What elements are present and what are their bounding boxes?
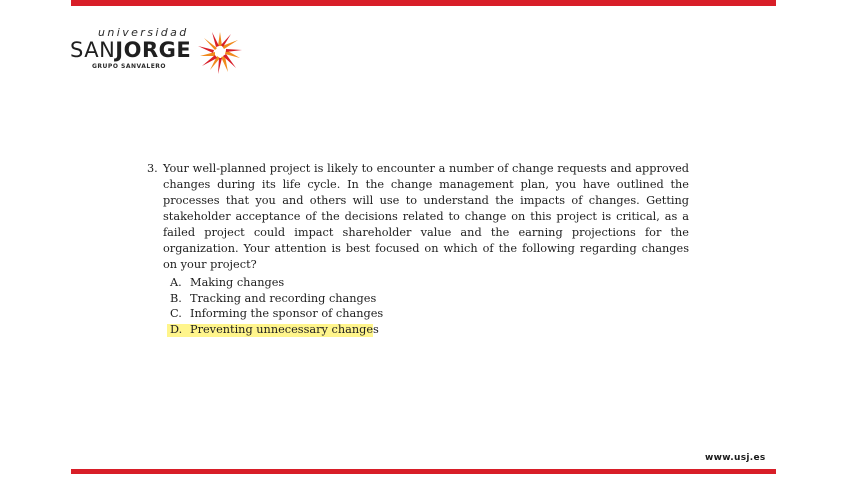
option-letter: D. — [170, 322, 183, 336]
top-accent-bar — [71, 0, 776, 6]
option-letter: C. — [170, 307, 182, 320]
question-stem — [147, 161, 689, 273]
logo-group-text: GRUPO SANVALERO — [92, 63, 167, 70]
logo-name — [70, 38, 191, 62]
footer-url: www.usj.es — [705, 453, 766, 463]
question-block — [147, 161, 689, 337]
question-text: Your well-planned project is likely to encounter a number of change requests and approved changes during its life cycle. In the change management plan, you have outlined the processes that you and others will use to understand the impacts of changes. Getting stakeholder acceptance of the decisions related to change on this project is critical, as a failed project could impact shareholder value and the earning projections for the organization. Your attention is best focused on which of the following regarding changes on your project? — [163, 162, 689, 271]
option-letter: B. — [170, 291, 182, 305]
option-b — [170, 291, 689, 307]
answer-options — [147, 275, 689, 337]
option-text: Tracking and recording changes — [190, 291, 377, 305]
university-logo — [68, 26, 248, 76]
logo-name-jorge: JORGE — [115, 38, 192, 62]
option-a — [170, 275, 689, 291]
option-text: Informing the sponsor of changes — [190, 307, 384, 320]
option-c — [170, 306, 689, 322]
bottom-accent-bar — [71, 469, 776, 474]
option-text: Preventing unnecessary changes — [190, 322, 379, 336]
option-text: Making changes — [190, 276, 285, 289]
logo-university-text: universidad — [98, 26, 189, 39]
logo-name-san: SAN — [70, 38, 116, 62]
star-burst-icon — [198, 30, 242, 74]
option-d-highlighted — [170, 322, 689, 338]
option-letter: A. — [170, 276, 182, 289]
question-number: 3. — [147, 162, 158, 175]
